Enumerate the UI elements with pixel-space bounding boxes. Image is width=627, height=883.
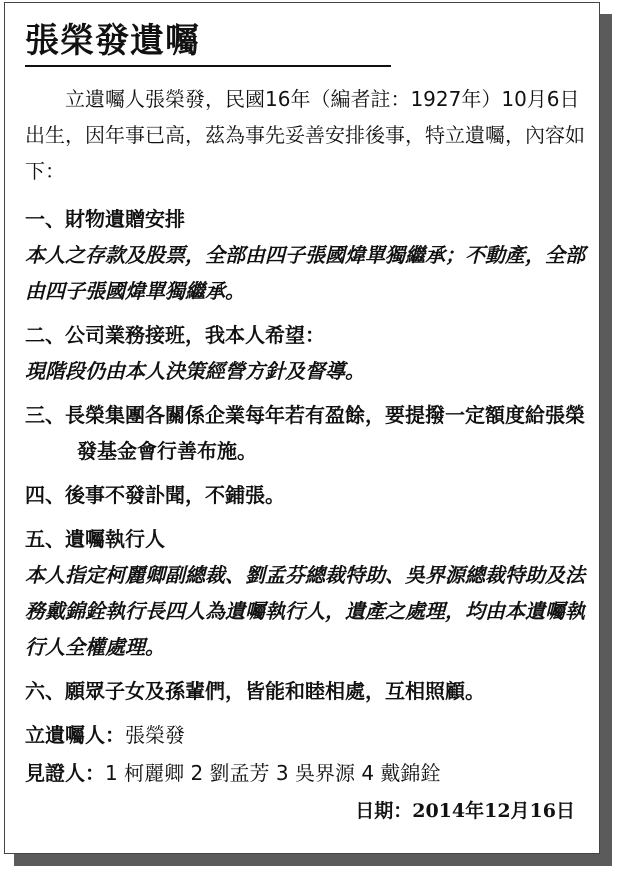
title-underline [25,65,391,67]
section-heading: 六、願眾子女及孫輩們，皆能和睦相處，互相照顧。 [25,679,485,703]
section-heading: 三、長榮集團各關係企業每年若有盈餘，要提撥一定額度給張榮發基金會行善布施。 [25,403,585,463]
section-1 [25,201,585,309]
document-date: 日期：2014年12月16日 [355,800,575,822]
testator-label: 立遺囑人： [25,723,125,747]
witness-line [25,755,585,791]
section-6 [25,673,585,709]
document-body [25,81,585,791]
section-2 [25,317,585,389]
witness-names: 1 柯麗卿 2 劉孟芳 3 吳界源 4 戴錦銓 [105,761,441,785]
section-detail: 本人之存款及股票，全部由四子張國煒單獨繼承；不動產，全部由四子張國煒單獨繼承。 [25,243,585,303]
section-3 [25,397,585,469]
testator-name: 張榮發 [125,723,185,747]
document-title: 張榮發遺囑 [25,21,200,61]
witness-label: 見證人： [25,761,105,785]
section-5 [25,521,585,665]
section-detail: 現階段仍由本人決策經營方針及督導。 [25,359,365,383]
will-document [4,2,600,854]
section-heading: 一、財物遺贈安排 [25,207,185,231]
intro-paragraph: 立遺囑人張榮發，民國16年（編者註：1927年）10月6日出生，因年事已高，茲為事先妥善安排後事，特立遺囑，內容如下： [25,87,585,183]
section-heading: 四、後事不發訃聞，不鋪張。 [25,483,285,507]
testator-line [25,717,585,753]
section-heading: 五、遺囑執行人 [25,527,165,551]
section-4 [25,477,585,513]
section-detail: 本人指定柯麗卿副總裁、劉孟芬總裁特助、吳界源總裁特助及法務戴錦銓執行長四人為遺囑執行人，遺產之處理，均由本遺囑執行人全權處理。 [25,563,585,659]
section-heading: 二、公司業務接班，我本人希望： [25,323,325,347]
